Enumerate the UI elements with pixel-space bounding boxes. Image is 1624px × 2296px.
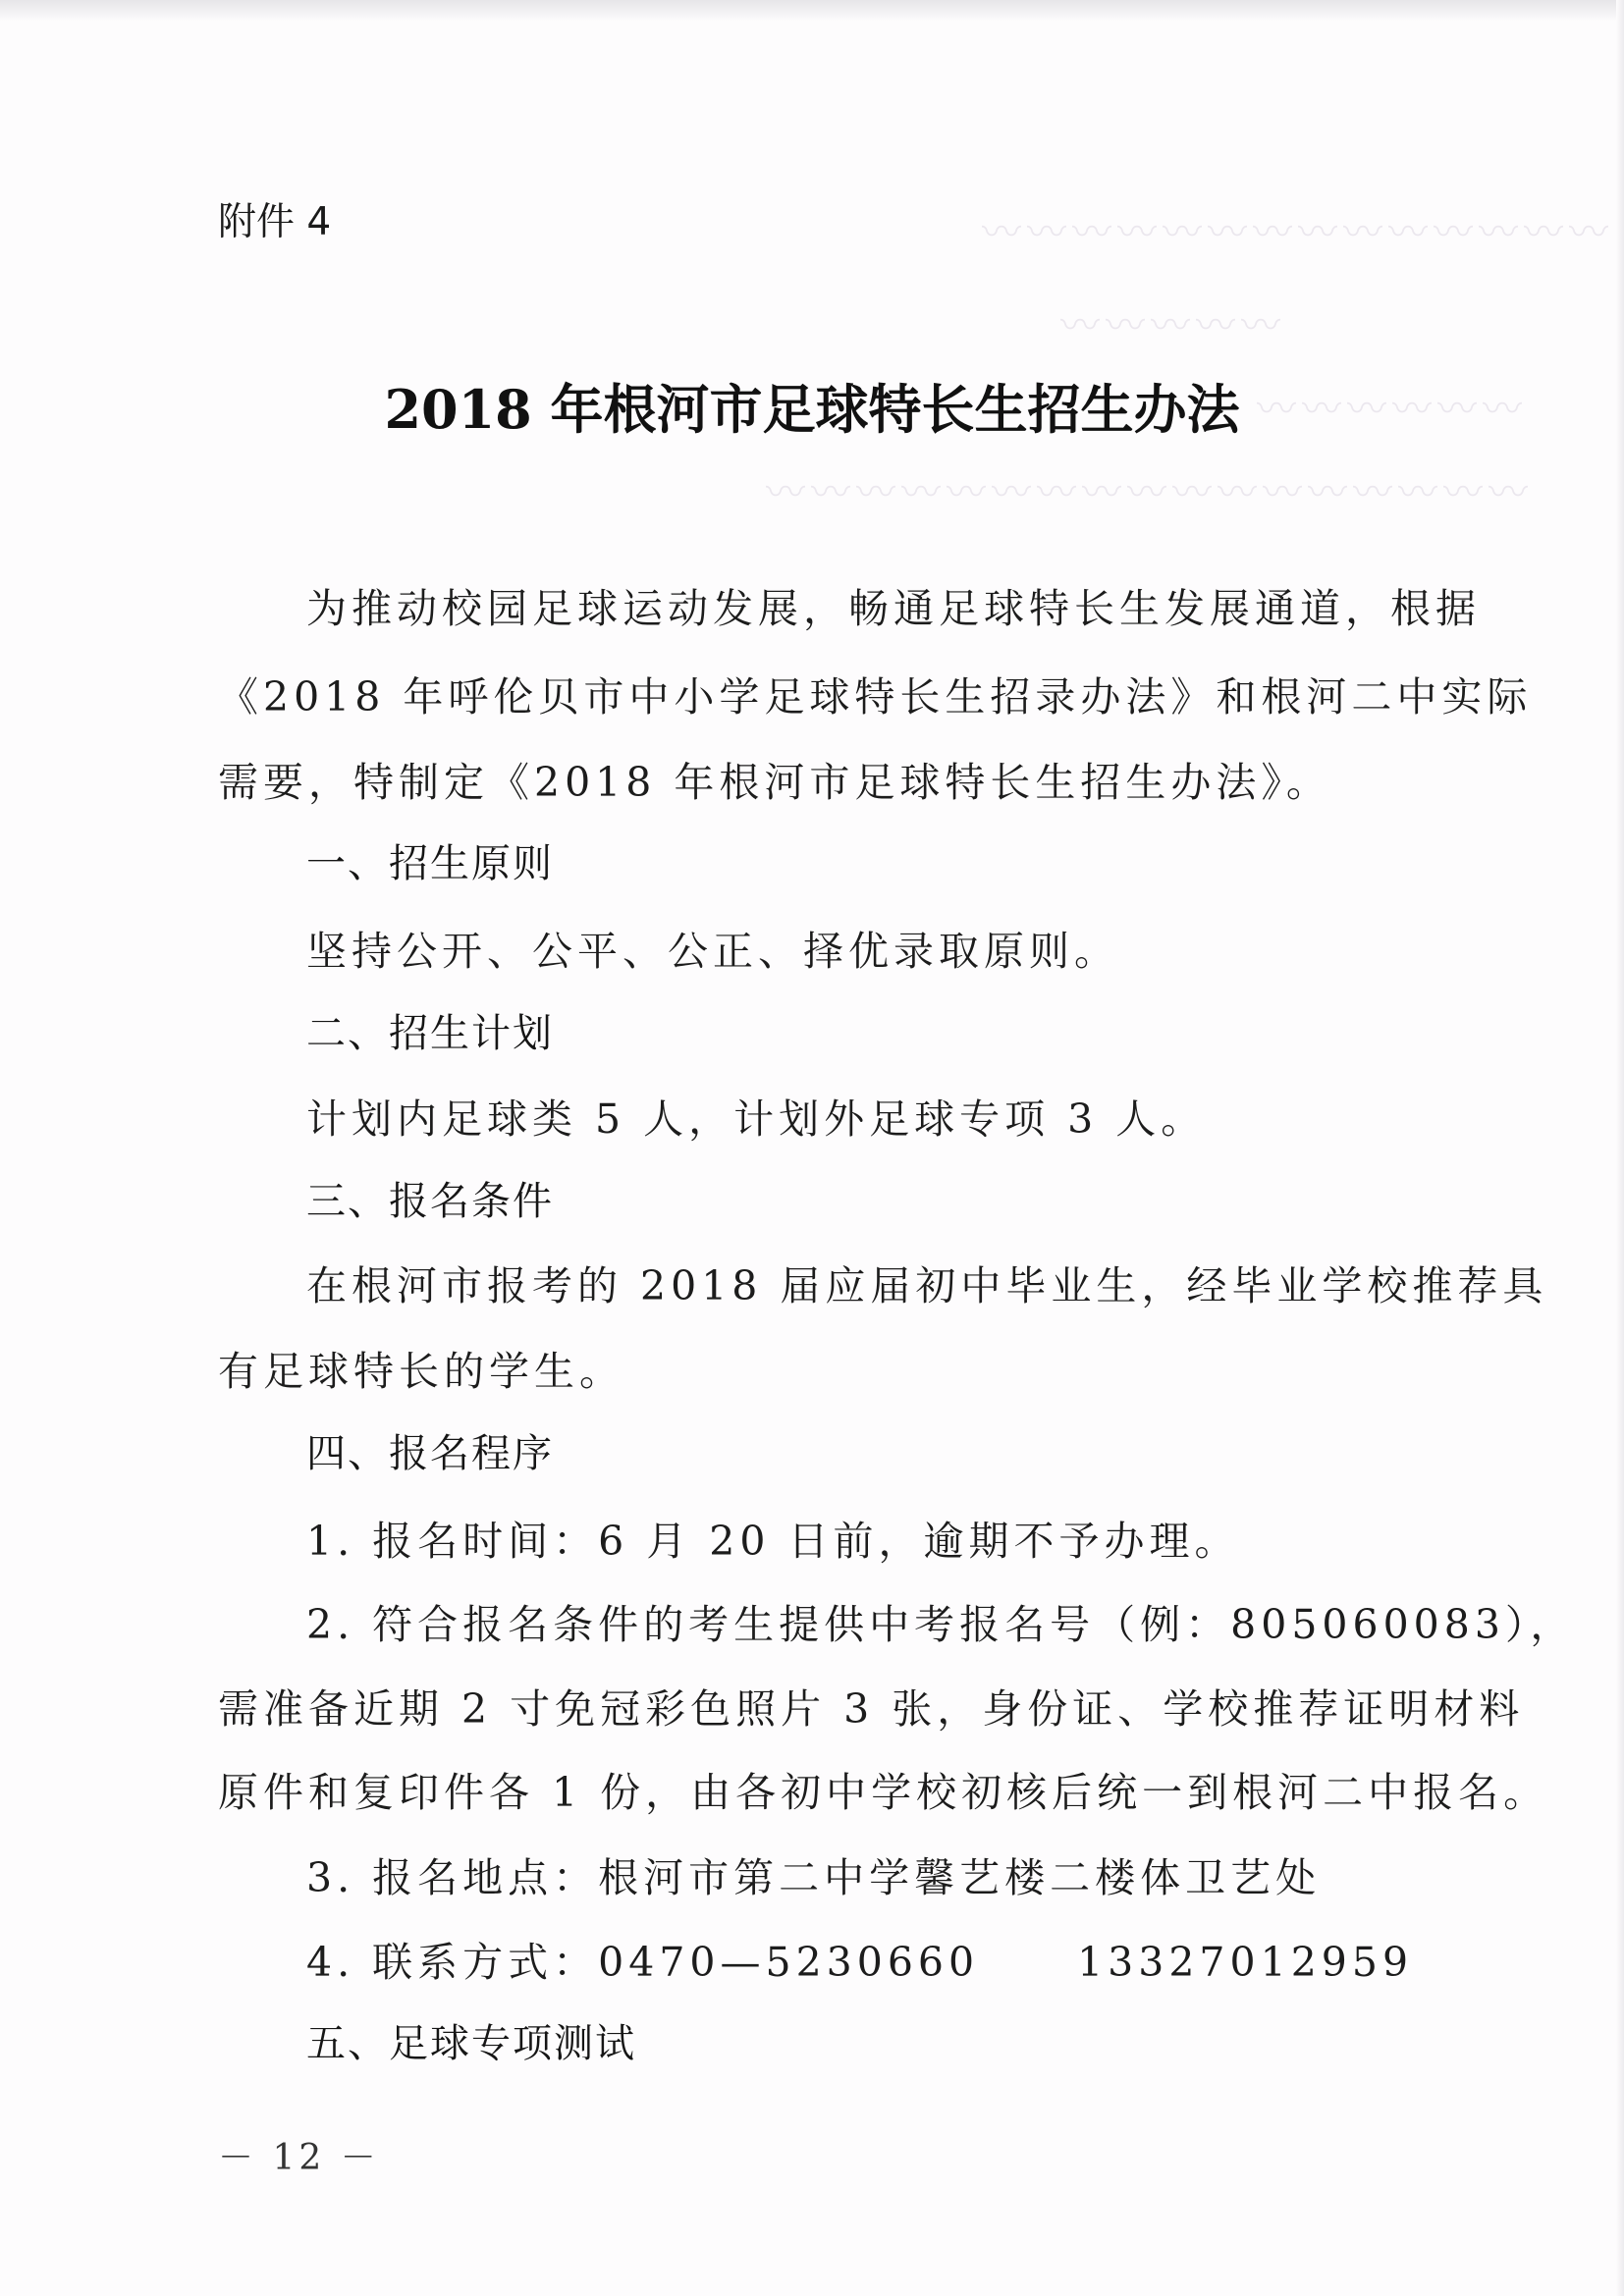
attachment-label: 附件 4 <box>218 200 332 244</box>
bleed-through-mark: 〰〰〰〰〰〰 <box>1257 387 1528 432</box>
section-text-principles: 坚持公开、公平、公正、择优录取原则。 <box>306 928 1119 975</box>
scan-top-edge <box>0 0 1624 22</box>
procedure-item-materials-line-3: 原件和复印件各 1 份，由各初中学校初核后统一到根河二中报名。 <box>218 1769 1549 1816</box>
section-text-plan: 计划内足球类 5 人，计划外足球专项 3 人。 <box>306 1095 1207 1143</box>
section-text-conditions-line-1: 在根河市报考的 2018 届应届初中毕业生，经毕业学校推荐具 <box>306 1262 1548 1309</box>
bleed-through-mark: 〰〰〰〰〰〰〰〰〰〰〰〰〰〰〰〰〰 <box>766 470 1534 515</box>
intro-line-2: 《2018 年呼伦贝市中小学足球特长生招录办法》和根河二中实际 <box>218 673 1533 721</box>
intro-line-3: 需要，特制定《2018 年根河市足球特长生招生办法》。 <box>218 759 1331 806</box>
bleed-through-mark: 〰〰〰〰〰〰〰〰〰〰〰〰〰〰 <box>982 210 1614 255</box>
section-heading-plan: 二、招生计划 <box>306 1011 554 1056</box>
section-heading-principles: 一、招生原则 <box>306 841 554 886</box>
procedure-item-location: 3. 报名地点：根河市第二中学馨艺楼二楼体卫艺处 <box>306 1854 1322 1901</box>
contact-phone: 4. 联系方式：0470—5230660 <box>306 1939 980 1986</box>
document-title: 2018 年根河市足球特长生招生办法 <box>384 378 1240 441</box>
intro-line-1: 为推动校园足球运动发展，畅通足球特长生发展通道，根据 <box>306 585 1481 632</box>
procedure-item-materials-line-2: 需准备近期 2 寸免冠彩色照片 3 张，身份证、学校推荐证明材料 <box>218 1685 1525 1733</box>
section-heading-procedure: 四、报名程序 <box>306 1431 554 1476</box>
contact-mobile: 13327012959 <box>1077 1939 1414 1986</box>
procedure-item-time: 1. 报名时间：6 月 20 日前，逾期不予办理。 <box>306 1518 1240 1565</box>
section-heading-football-test: 五、足球专项测试 <box>306 2021 636 2066</box>
section-text-conditions-line-2: 有足球特长的学生。 <box>218 1348 624 1395</box>
procedure-item-materials-line-1: 2. 符合报名条件的考生提供中考报名号（例：805060083）， <box>306 1601 1576 1648</box>
scan-right-edge <box>1616 0 1624 2296</box>
section-heading-conditions: 三、报名条件 <box>306 1179 554 1224</box>
bleed-through-mark: 〰〰〰〰〰 <box>1060 303 1286 348</box>
page-number: － 12 － <box>218 2138 380 2178</box>
procedure-item-contact <box>306 1930 1413 1988</box>
